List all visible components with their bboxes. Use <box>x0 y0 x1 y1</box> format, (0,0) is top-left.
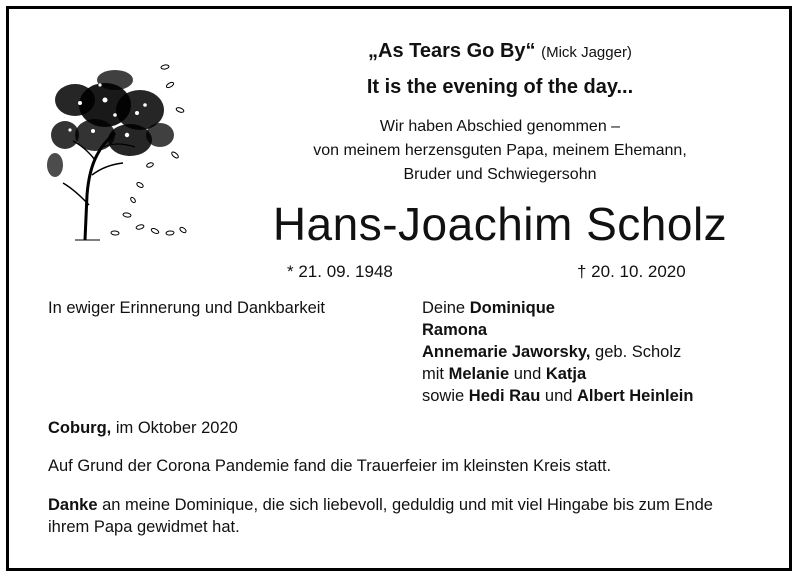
thanks-text: an meine Dominique, die sich liebevoll, geduldig und mit viel Hingabe bis zum Ende <box>102 496 713 514</box>
mourner-line-4 <box>422 365 586 384</box>
song-title-line <box>260 40 740 63</box>
intro-line-2: von meinem herzensguten Papa, meinem Ehemann, <box>313 142 687 159</box>
mourner-name: Hedi Rau <box>468 387 541 405</box>
mourner-prefix: mit <box>422 365 444 383</box>
mourner-line-5 <box>422 387 693 406</box>
mourner-name: Dominique <box>469 299 555 317</box>
mourner-conjunction: und <box>544 387 573 405</box>
corona-note: Auf Grund der Corona Pandemie fand die Trauerfeier im kleinsten Kreis statt. <box>48 457 612 475</box>
deceased-name: Hans-Joachim Scholz <box>272 198 728 250</box>
mourner-line-2 <box>422 321 487 340</box>
mourner-prefix: Deine <box>422 299 466 317</box>
intro-line-3: Bruder und Schwiegersohn <box>403 166 597 183</box>
place-date: im Oktober 2020 <box>115 419 238 437</box>
place-date-line <box>48 419 238 438</box>
mourner-line-1 <box>422 299 555 318</box>
death-date: † 20. 10. 2020 <box>577 262 686 281</box>
subtitle: It is the evening of the day... <box>366 76 634 98</box>
intro-line-1: Wir haben Abschied genommen – <box>379 118 621 135</box>
mourner-suffix: geb. Scholz <box>595 343 682 361</box>
place: Coburg, <box>48 419 112 437</box>
mourner-name: Melanie <box>448 365 510 383</box>
mourner-name: Albert Heinlein <box>577 387 694 405</box>
mourner-name: Katja <box>545 365 587 383</box>
mourner-conjunction: und <box>513 365 542 383</box>
thanks-label: Danke <box>48 496 98 514</box>
mourner-name: Ramona <box>422 321 488 339</box>
mourner-prefix: sowie <box>422 387 465 405</box>
mourner-name: Annemarie Jaworsky, <box>422 343 591 361</box>
thanks-line-1 <box>48 496 713 515</box>
song-author: (Mick Jagger) <box>541 44 632 61</box>
song-title: „As Tears Go By“ <box>368 40 536 62</box>
windblown-tree-icon <box>45 55 190 245</box>
memory-text: In ewiger Erinnerung und Dankbarkeit <box>48 299 325 317</box>
birth-date: * 21. 09. 1948 <box>287 262 393 281</box>
thanks-line-2: ihrem Papa gewidmet hat. <box>48 518 240 536</box>
mourner-line-3 <box>422 343 681 362</box>
